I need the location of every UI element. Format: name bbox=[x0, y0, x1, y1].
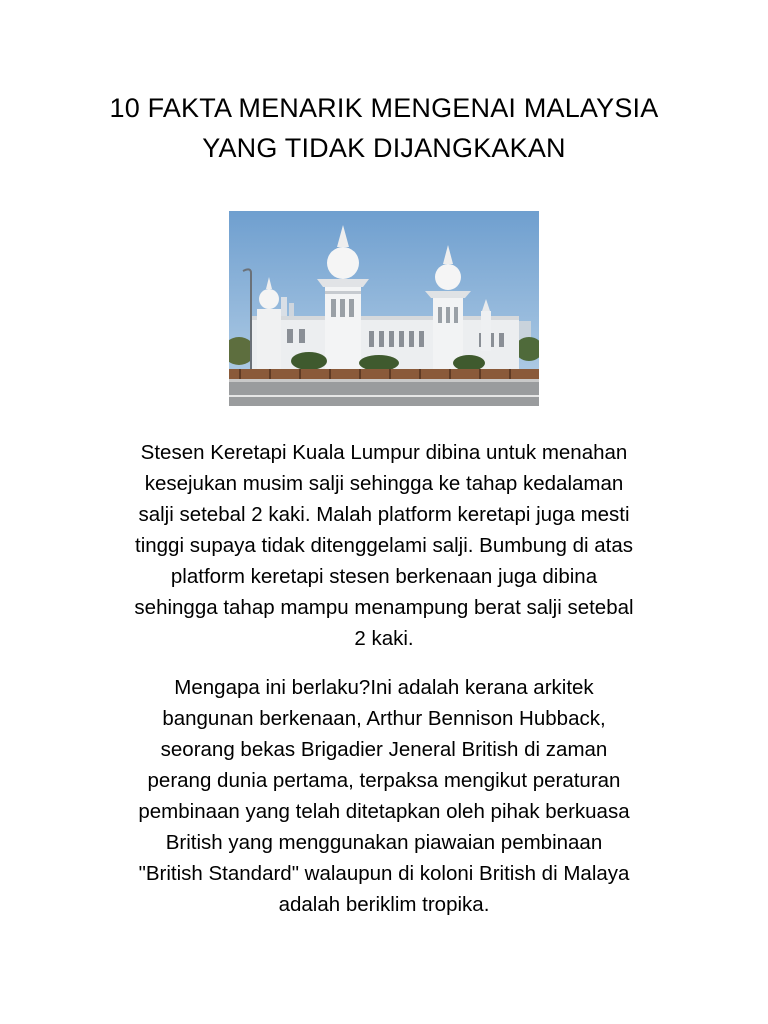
paragraph-station-fact bbox=[80, 437, 688, 654]
paragraph-line: bangunan berkenaan, Arthur Bennison Hubback, bbox=[162, 707, 606, 730]
paragraph-explanation bbox=[80, 672, 688, 920]
paragraph-line: salji setebal 2 kaki. Malah platform keretapi juga mesti bbox=[138, 503, 630, 526]
paragraph-line: sehingga tahap mampu menampung berat salji setebal bbox=[134, 596, 634, 619]
title-line: 10 FAKTA MENARIK MENGENAI MALAYSIA bbox=[109, 93, 659, 123]
paragraph-line: tinggi supaya tidak ditenggelami salji. Bumbung di atas bbox=[135, 534, 633, 557]
title-line: YANG TIDAK DIJANGKAKAN bbox=[202, 133, 566, 163]
paragraph-line: seorang bekas Brigadier Jeneral British di zaman bbox=[160, 738, 608, 761]
station-photo bbox=[229, 211, 539, 406]
paragraph-line: "British Standard" walaupun di koloni British di Malaya bbox=[138, 862, 630, 885]
paragraph-line: British yang menggunakan piawaian pembinaan bbox=[165, 831, 603, 854]
paragraph-line: Mengapa ini berlaku?Ini adalah kerana arkitek bbox=[174, 676, 594, 699]
paragraph-line: platform keretapi stesen berkenaan juga dibina bbox=[170, 565, 598, 588]
paragraph-line: perang dunia pertama, terpaksa mengikut peraturan bbox=[147, 769, 621, 792]
paragraph-line: kesejukan musim salji sehingga ke tahap kedalaman bbox=[144, 472, 624, 495]
paragraph-line: Stesen Keretapi Kuala Lumpur dibina untuk menahan bbox=[140, 441, 628, 464]
paragraph-line: 2 kaki. bbox=[354, 627, 414, 650]
page-title bbox=[60, 88, 708, 168]
paragraph-line: pembinaan yang telah ditetapkan oleh pihak berkuasa bbox=[138, 800, 630, 823]
paragraph-line: adalah beriklim tropika. bbox=[278, 893, 490, 916]
